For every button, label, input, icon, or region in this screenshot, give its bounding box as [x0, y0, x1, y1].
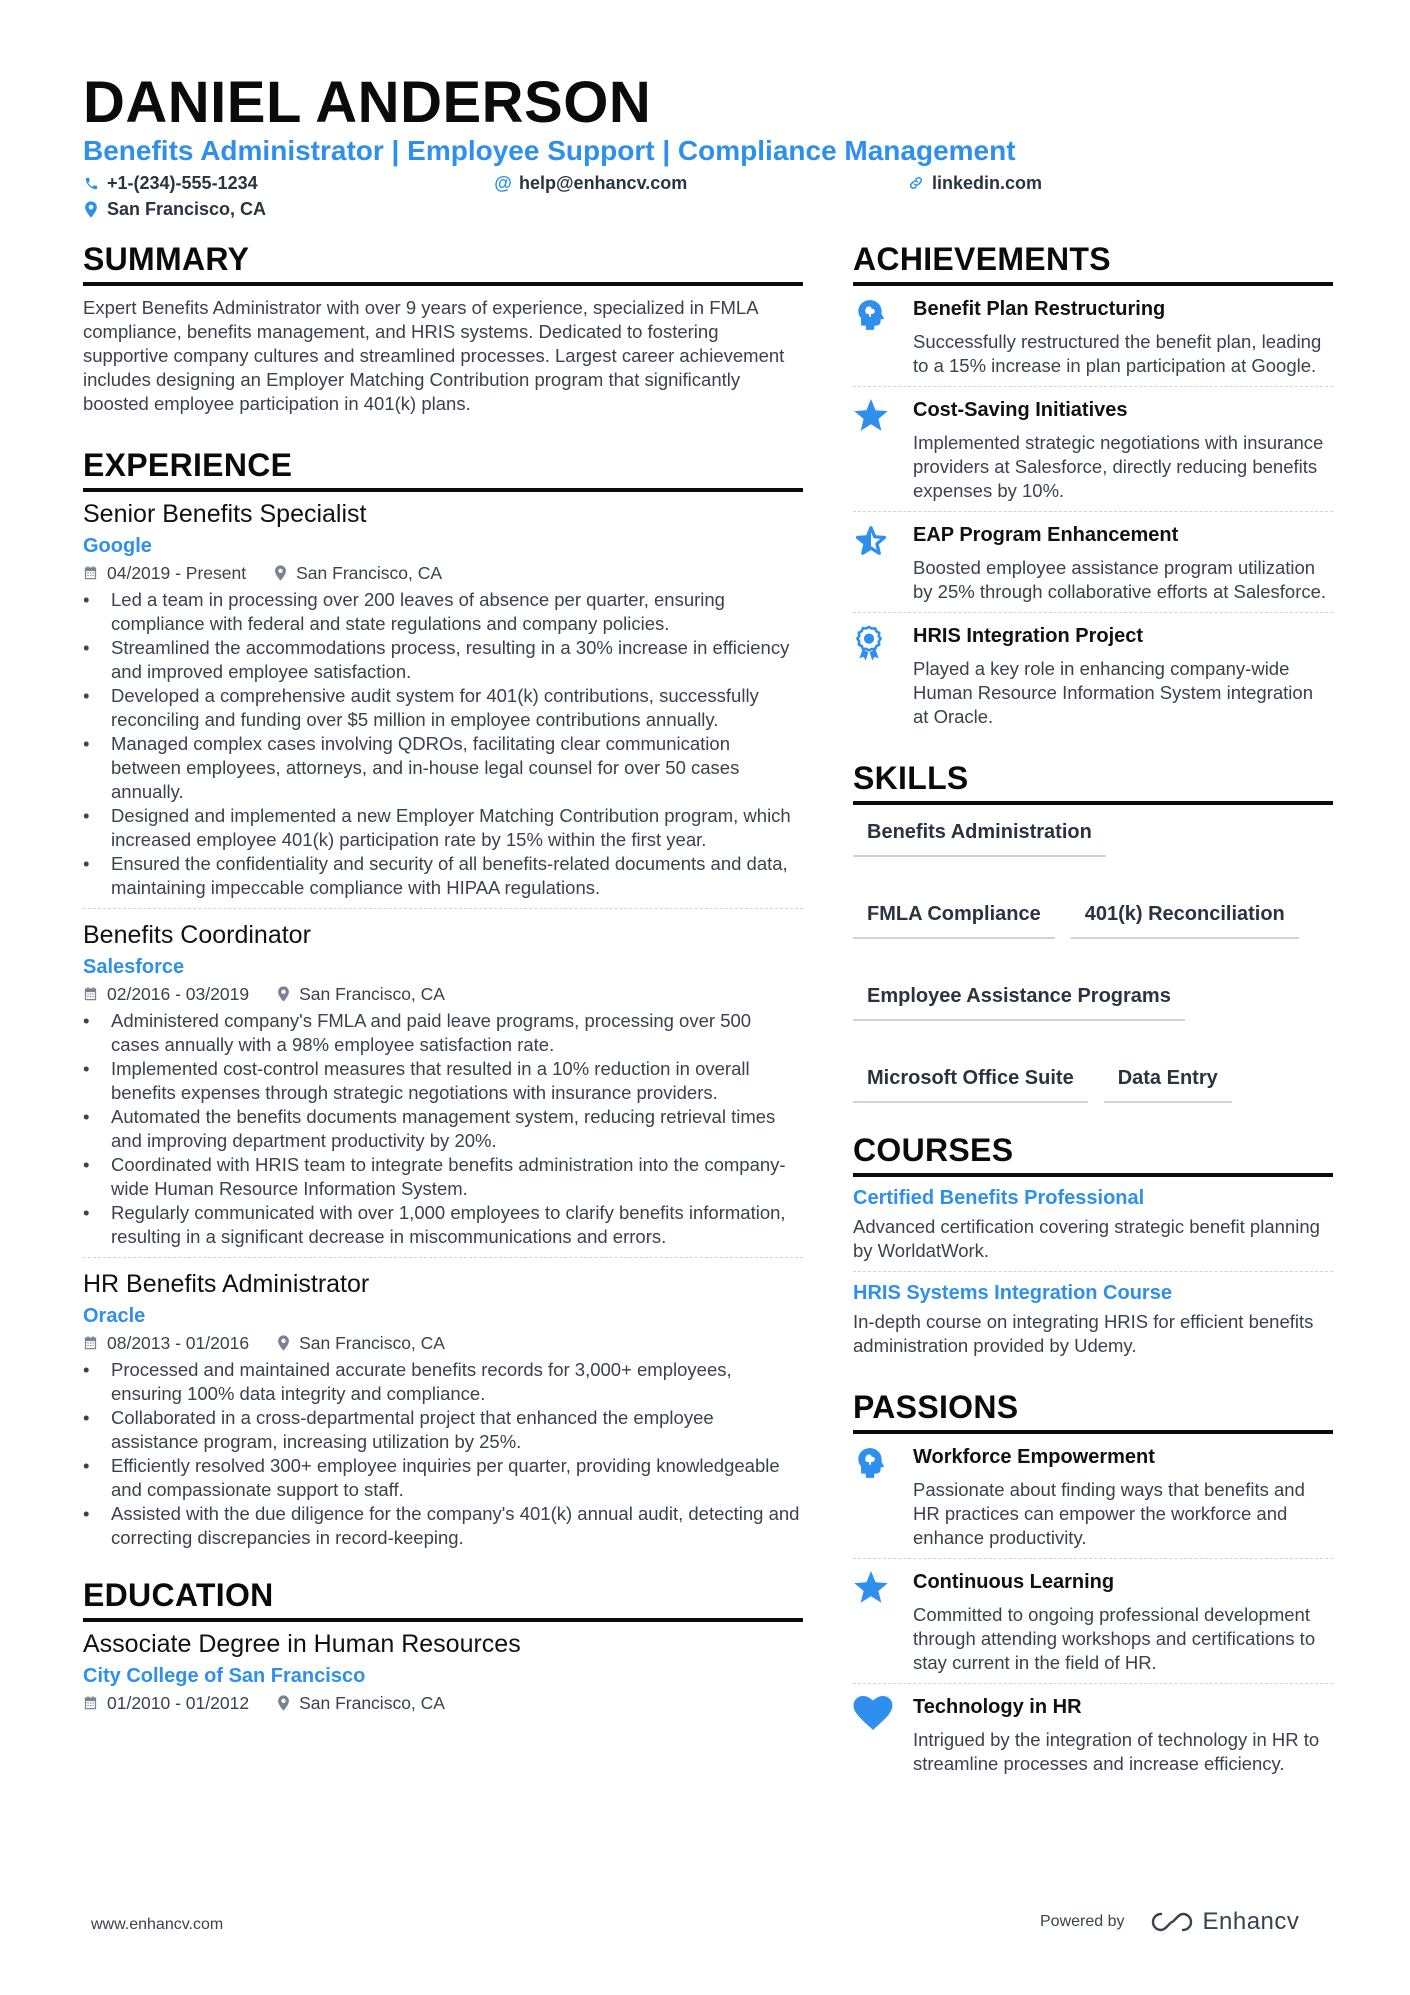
job-title: HR Benefits Administrator [83, 1270, 370, 1298]
experience-section [83, 446, 803, 1558]
enhancv-logo[interactable] [1149, 1908, 1300, 1936]
job-bullets [83, 588, 803, 900]
bullet-item: • Processed and maintained accurate benefits records for 3,000+ employees, ensuring 100% data integrity and compliance. [83, 1358, 803, 1406]
heart-icon [853, 1694, 913, 1776]
achievement-title: HRIS Integration Project [913, 625, 1144, 647]
location-pin-icon [274, 565, 287, 581]
bullet-item: • Managed complex cases involving QDROs, facilitating clear communication between employees, attorneys, and in-house legal counsel for over 50 cases annually. [83, 732, 803, 804]
course-item [853, 1272, 1333, 1366]
skill-tag: FMLA Compliance [853, 901, 1055, 939]
job-bullets [83, 1009, 803, 1249]
skill-tag: 401(k) Reconciliation [1071, 901, 1299, 939]
course-item [853, 1177, 1333, 1272]
education-heading: EDUCATION [83, 1576, 803, 1622]
job-meta [83, 1332, 803, 1354]
passion-desc: Passionate about finding ways that benefits and HR practices can empower the workforce and enhance productivity. [913, 1479, 1305, 1548]
bullet-item: • Designed and implemented a new Employer Matching Contribution program, which increased employee 401(k) participation rate by 15% within the first year. [83, 804, 803, 852]
job-entry [83, 1268, 803, 1558]
achievement-desc: Implemented strategic negotiations with insurance providers at Salesforce, directly reducing benefits expenses by 10%. [913, 432, 1324, 501]
footer-website[interactable]: www.enhancv.com [91, 1916, 224, 1933]
achievement-title: EAP Program Enhancement [913, 524, 1179, 546]
star-icon [853, 397, 913, 503]
job-dates: 02/2016 - 03/2019 [107, 984, 250, 1004]
courses-heading: COURSES [853, 1131, 1333, 1177]
education-section [83, 1576, 803, 1714]
passion-title: Workforce Empowerment [913, 1446, 1155, 1468]
location-pin-icon [277, 1695, 290, 1711]
passions-heading: PASSIONS [853, 1388, 1333, 1434]
contact-location: San Francisco, CA [83, 198, 266, 220]
bullet-item: • Efficiently resolved 300+ employee inquiries per quarter, providing knowledgeable and compassionate support to staff. [83, 1454, 803, 1502]
course-desc: Advanced certification covering strategic benefit planning by WorldatWork. [853, 1216, 1320, 1261]
contact-phone[interactable]: +1-(234)-555-1234 [83, 172, 258, 194]
calendar-icon [83, 1335, 98, 1351]
bullet-item: • Streamlined the accommodations process, resulting in a 30% increase in efficiency and improved employee satisfaction. [83, 636, 803, 684]
calendar-icon [83, 565, 98, 581]
location-pin-icon [83, 200, 99, 218]
achievement-desc: Successfully restructured the benefit plan, leading to a 15% increase in plan participation at Google. [913, 331, 1322, 376]
job-meta [83, 562, 803, 584]
bullet-item: • Automated the benefits documents management system, reducing retrieval times and improving department productivity by 20%. [83, 1105, 803, 1153]
job-bullets [83, 1358, 803, 1550]
achievement-item [853, 286, 1333, 387]
experience-heading: EXPERIENCE [83, 446, 803, 492]
education-meta [83, 1692, 803, 1714]
calendar-icon [83, 1695, 98, 1711]
job-meta [83, 983, 803, 1005]
left-column [83, 240, 803, 1714]
job-company[interactable]: Salesforce [83, 956, 185, 978]
skills-section [853, 759, 1333, 1103]
achievement-item [853, 613, 1333, 737]
summary-heading: SUMMARY [83, 240, 803, 286]
passion-desc: Intrigued by the integration of technology in HR to streamline processes and increase efficiency. [913, 1729, 1320, 1774]
link-icon [908, 174, 924, 192]
right-column [853, 240, 1333, 1784]
brain-icon [853, 296, 913, 378]
footer-branding [1040, 1908, 1299, 1936]
location-pin-icon [277, 1335, 290, 1351]
bullet-item: • Assisted with the due diligence for the company's 401(k) annual audit, detecting and correcting discrepancies in record-keeping. [83, 1502, 803, 1550]
job-entry [83, 919, 803, 1258]
course-title[interactable]: HRIS Systems Integration Course [853, 1282, 1172, 1304]
skill-tag: Microsoft Office Suite [853, 1065, 1088, 1103]
education-dates: 01/2010 - 01/2012 [107, 1693, 250, 1713]
passion-desc: Committed to ongoing professional development through attending workshops and certifications to stay current in the field of HR. [913, 1604, 1316, 1673]
passion-title: Continuous Learning [913, 1571, 1115, 1593]
bullet-item: • Regularly communicated with over 1,000 employees to clarify benefits information, resulting in a significant decrease in miscommunications and errors. [83, 1201, 803, 1249]
job-title: Benefits Coordinator [83, 921, 311, 949]
summary-text: Expert Benefits Administrator with over 9 years of experience, specialized in FMLA compliance, benefits management, and HRIS systems. Dedicated to fostering supportive company cultures and streamlined processes. Largest career achievement includes designing an Employer Matching Contribution program that significantly boosted employee participation in 401(k) plans. [83, 297, 785, 414]
course-desc: In-depth course on integrating HRIS for efficient benefits administration provided by Udemy. [853, 1311, 1314, 1356]
skill-tag: Data Entry [1104, 1065, 1232, 1103]
job-entry [83, 498, 803, 909]
achievement-title: Cost-Saving Initiatives [913, 399, 1128, 421]
headline: Benefits Administrator | Employee Support | Compliance Management [83, 135, 1016, 166]
skills-heading: SKILLS [853, 759, 1333, 805]
brand-name: Enhancv [1202, 1908, 1300, 1935]
job-location: San Francisco, CA [299, 984, 445, 1004]
courses-section [853, 1131, 1333, 1366]
degree-title: Associate Degree in Human Resources [83, 1630, 521, 1658]
course-title[interactable]: Certified Benefits Professional [853, 1187, 1145, 1209]
skill-tag: Benefits Administration [853, 819, 1106, 857]
achievement-desc: Boosted employee assistance program utilization by 25% through collaborative efforts at Salesforce. [913, 557, 1327, 602]
bullet-item: • Coordinated with HRIS team to integrate benefits administration into the company-wide Human Resource Information System. [83, 1153, 803, 1201]
phone-icon [83, 174, 99, 192]
passion-item [853, 1559, 1333, 1684]
bullet-item: • Developed a comprehensive audit system for 401(k) contributions, successfully reconciling and funding over $5 million in employee contributions annually. [83, 684, 803, 732]
bullet-item: • Ensured the confidentiality and security of all benefits-related documents and data, maintaining impeccable compliance with HIPAA regulations. [83, 852, 803, 900]
achievements-section [853, 240, 1333, 737]
school-name[interactable]: City College of San Francisco [83, 1665, 366, 1687]
education-location: San Francisco, CA [299, 1693, 445, 1713]
job-company[interactable]: Google [83, 535, 152, 557]
job-location: San Francisco, CA [299, 1333, 445, 1353]
bullet-item: • Collaborated in a cross-departmental project that enhanced the employee assistance program, increasing utilization by 25%. [83, 1406, 803, 1454]
bullet-item: • Administered company's FMLA and paid leave programs, processing over 500 cases annually with a 98% employee satisfaction rate. [83, 1009, 803, 1057]
bullet-item: • Led a team in processing over 200 leaves of absence per quarter, ensuring compliance with federal and state regulations and company policies. [83, 588, 803, 636]
passion-title: Technology in HR [913, 1696, 1082, 1718]
contact-email[interactable]: @ help@enhancv.com [494, 173, 688, 193]
job-company[interactable]: Oracle [83, 1305, 146, 1327]
skills-list [853, 819, 1333, 1103]
achievement-item [853, 512, 1333, 613]
at-icon: @ [494, 173, 512, 193]
job-title: Senior Benefits Specialist [83, 500, 367, 528]
candidate-name: DANIEL ANDERSON [83, 70, 652, 135]
calendar-icon [83, 986, 98, 1002]
infinity-logo-icon [1149, 1910, 1195, 1934]
contact-linkedin[interactable]: linkedin.com [908, 172, 1042, 194]
achievements-heading: ACHIEVEMENTS [853, 240, 1333, 286]
job-dates: 08/2013 - 01/2016 [107, 1333, 250, 1353]
star-icon [853, 1569, 913, 1675]
bullet-item: • Implemented cost-control measures that resulted in a 10% reduction in overall benefits expenses through strategic negotiations with insurance providers. [83, 1057, 803, 1105]
achievement-desc: Played a key role in enhancing company-wide Human Resource Information System integration at Oracle. [913, 658, 1313, 727]
passions-section [853, 1388, 1333, 1784]
award-icon [853, 623, 913, 729]
achievement-item [853, 387, 1333, 512]
summary-section [83, 240, 803, 416]
job-dates: 04/2019 - Present [107, 563, 247, 583]
passion-item [853, 1684, 1333, 1784]
achievement-title: Benefit Plan Restructuring [913, 298, 1166, 320]
job-location: San Francisco, CA [296, 563, 443, 583]
location-pin-icon [277, 986, 290, 1002]
skill-tag: Employee Assistance Programs [853, 983, 1185, 1021]
powered-by-label: Powered by [1040, 1913, 1125, 1930]
star-outline-icon [853, 522, 913, 604]
passion-item [853, 1434, 1333, 1559]
brain-icon [853, 1444, 913, 1550]
